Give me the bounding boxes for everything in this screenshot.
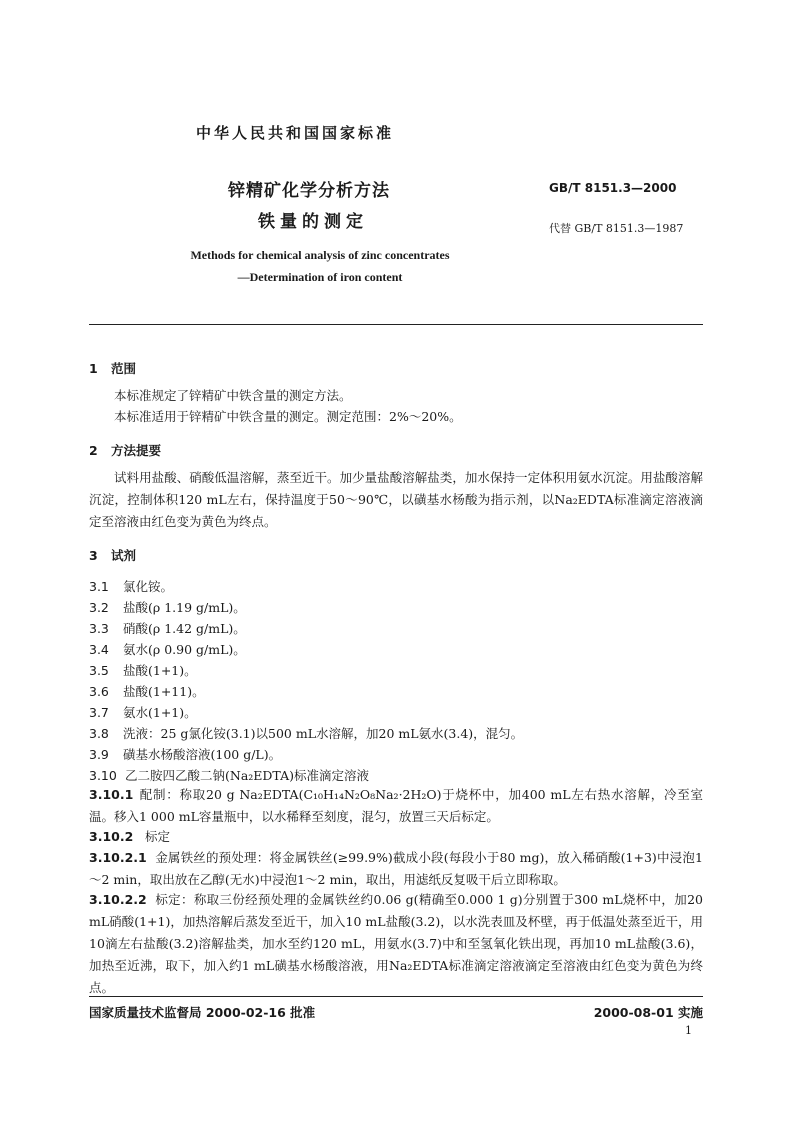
reagent-3-10-1 — [89, 784, 703, 828]
item-text: 氨水(ρ 0.90 g/mL)。 — [123, 642, 246, 657]
item-number: 3.9 — [89, 747, 109, 762]
section-title: 试剂 — [111, 548, 137, 563]
reagent-item — [89, 682, 205, 700]
section-title: 范围 — [111, 361, 137, 376]
item-text: 盐酸(1+11)。 — [123, 684, 205, 699]
item-text: 洗液：25 g氯化铵(3.1)以500 mL水溶解，加20 mL氨水(3.4)，混匀。 — [123, 726, 524, 741]
item-text: 金属铁丝的预处理：将金属铁丝(≥99.9%)截成小段(每段小于80 mg)，放入稀硝酸(1+3)中浸泡1～2 min，取出放在乙醇(无水)中浸泡1～2 min，取出，用滤纸反复吸干后立即称取。 — [89, 850, 703, 887]
item-text: 标定 — [145, 829, 171, 844]
reagent-3-10-2-2 — [89, 889, 703, 999]
item-text: 配制：称取20 g Na₂EDTA(C₁₀H₁₄N₂O₈Na₂·2H₂O)于烧杯中，加400 mL左右热水溶解，冷至室温。移入1 000 mL容量瓶中，以水稀释至刻度，混匀，放置三天后标定。 — [89, 787, 703, 824]
item-number: 3.1 — [89, 579, 109, 594]
reagent-item — [89, 724, 523, 742]
section-title: 方法提要 — [111, 443, 162, 458]
item-number: 3.10 — [89, 768, 117, 783]
section-number: 3 — [89, 548, 98, 563]
section-2-heading — [89, 441, 161, 459]
reagent-3-10-2-1 — [89, 847, 703, 891]
scope-paragraph-1: 本标准规定了锌精矿中铁含量的测定方法。 — [114, 388, 352, 403]
item-number: 3.6 — [89, 684, 109, 699]
item-number: 3.10.2.1 — [89, 850, 147, 865]
scope-paragraph-2: 本标准适用于锌精矿中铁含量的测定。测定范围：2%～20%。 — [114, 409, 462, 424]
reagent-item — [89, 598, 246, 616]
section-number: 2 — [89, 443, 98, 458]
reagent-item — [89, 703, 197, 721]
item-number: 3.10.2 — [89, 829, 134, 844]
document-title-line1: 锌精矿化学分析方法 — [228, 181, 390, 201]
header-divider — [89, 324, 703, 325]
page-number: 1 — [685, 1024, 692, 1037]
reagent-3-10-2 — [89, 826, 703, 848]
item-number: 3.4 — [89, 642, 109, 657]
item-number: 3.10.2.2 — [89, 892, 147, 907]
item-number: 3.10.1 — [89, 787, 134, 802]
reagent-item — [89, 745, 281, 763]
item-number: 3.3 — [89, 621, 109, 636]
item-number: 3.2 — [89, 600, 109, 615]
item-text: 硝酸(ρ 1.42 g/mL)。 — [123, 621, 246, 636]
implementation-date: 2000-08-01 实施 — [593, 1005, 703, 1020]
footer-divider — [89, 996, 703, 997]
reagent-item — [89, 619, 246, 637]
item-text: 标定：称取三份经预处理的金属铁丝约0.06 g(精确至0.000 1 g)分别置于300 mL烧杯中，加20 mL硝酸(1+1)，加热溶解后蒸发至近干，加入10 mL盐酸(3.2)，以水洗表皿及杯壁，再于低温处蒸至近干，用10滴左右盐酸(3.2)溶解盐类，加水至约120 mL，用氨水(3.7)中和至氢氧化铁出现，再加10 mL盐酸(3.6)，加热至近沸，取下，加入约1 mL磺基水杨酸溶液，用Na₂EDTA标准滴定溶液滴定至溶液由红色变为黄色为终点。 — [89, 892, 703, 995]
reagent-item — [89, 766, 369, 784]
document-title-line2: 铁量的测定 — [258, 212, 368, 232]
standard-number: GB/T 8151.3—2000 — [549, 181, 677, 195]
english-title-line1: Methods for chemical analysis of zinc concentrates — [190, 248, 450, 262]
item-number: 3.7 — [89, 705, 109, 720]
item-text: 盐酸(ρ 1.19 g/mL)。 — [123, 600, 246, 615]
reagent-item — [89, 577, 173, 595]
section-3-heading — [89, 546, 136, 564]
replaces-standard: 代替 GB/T 8151.3—1987 — [549, 222, 684, 235]
item-number: 3.8 — [89, 726, 109, 741]
item-text: 氨水(1+1)。 — [123, 705, 197, 720]
item-number: 3.5 — [89, 663, 109, 678]
reagent-item — [89, 640, 246, 658]
english-title-line2: —Determination of iron content — [237, 270, 403, 284]
reagent-item — [89, 661, 197, 679]
section-number: 1 — [89, 361, 98, 376]
principle-paragraph: 试料用盐酸、硝酸低温溶解，蒸至近干。加少量盐酸溶解盐类，加水保持一定体积用氨水沉淀。用盐酸溶解沉淀，控制体积120 mL左右，保持温度于50～90℃，以磺基水杨酸为指示剂，以Na₂EDTA标准滴定溶液滴定至溶液由红色变为黄色为终点。 — [89, 470, 703, 529]
item-text: 乙二胺四乙酸二钠(Na₂EDTA)标准滴定溶液 — [125, 768, 369, 783]
approval-date: 国家质量技术监督局 2000-02-16 批准 — [89, 1005, 316, 1020]
item-text: 磺基水杨酸溶液(100 g/L)。 — [123, 747, 282, 762]
item-text: 氯化铵。 — [123, 579, 174, 594]
section-1-heading — [89, 359, 136, 377]
national-standard-header: 中华人民共和国国家标准 — [195, 124, 394, 142]
item-text: 盐酸(1+1)。 — [123, 663, 197, 678]
